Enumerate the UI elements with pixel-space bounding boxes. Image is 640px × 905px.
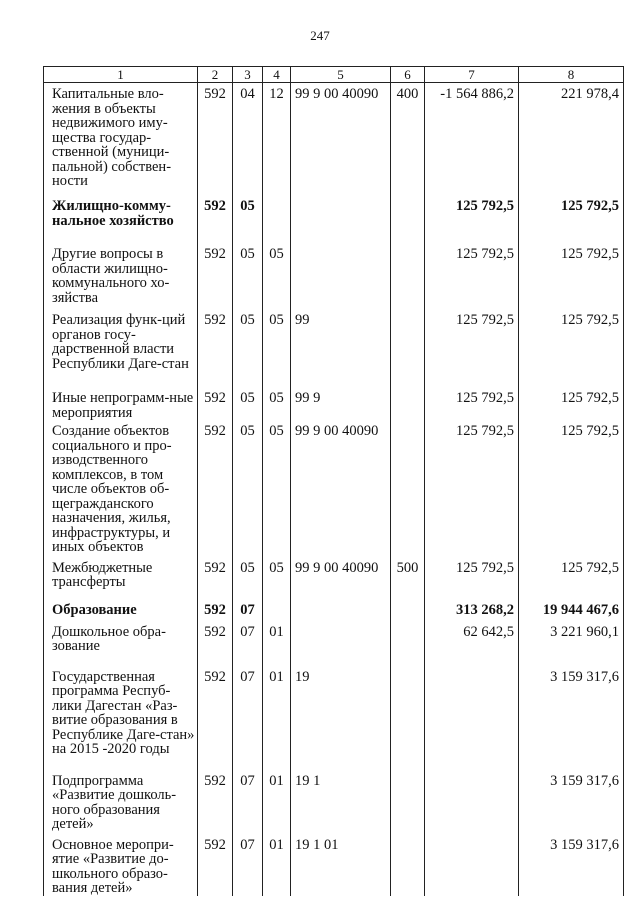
row-amount-1: 125 792,5 [425, 555, 519, 597]
row-target-article [291, 239, 391, 305]
row-section-code: 05 [233, 385, 263, 420]
row-amount-1: 125 792,5 [425, 305, 519, 385]
row-target-article: 19 1 01 [291, 832, 391, 896]
row-name: Образование [44, 597, 198, 621]
row-expense-type [391, 597, 425, 621]
row-subsection-code: 01 [263, 766, 291, 832]
row-subsection-code: 01 [263, 621, 291, 662]
row-section-code: 07 [233, 597, 263, 621]
row-expense-type: 400 [391, 83, 425, 194]
column-header-4: 4 [263, 67, 291, 83]
row-target-article: 99 9 [291, 385, 391, 420]
table-row [44, 239, 624, 305]
row-expense-type [391, 420, 425, 555]
table-row [44, 832, 624, 896]
row-expense-type [391, 662, 425, 766]
row-target-article: 99 9 00 40090 [291, 83, 391, 194]
row-amount-1 [425, 662, 519, 766]
row-subsection-code: 01 [263, 832, 291, 896]
row-amount-1: 125 792,5 [425, 239, 519, 305]
row-amount-2: 3 159 317,6 [519, 662, 624, 766]
row-target-article [291, 597, 391, 621]
row-amount-2: 125 792,5 [519, 420, 624, 555]
row-name: Реализация функ-ций органов госу-дарственной власти Республики Даге-стан [44, 305, 198, 385]
row-grbs-code: 592 [198, 193, 233, 239]
row-name: Дошкольное обра-зование [44, 621, 198, 662]
row-grbs-code: 592 [198, 239, 233, 305]
row-amount-2: 125 792,5 [519, 239, 624, 305]
row-name: Иные непрограмм-ные мероприятия [44, 385, 198, 420]
row-target-article: 99 [291, 305, 391, 385]
row-expense-type [391, 193, 425, 239]
row-name: Другие вопросы в области жилищно-коммунального хо-зяйства [44, 239, 198, 305]
row-amount-1: 62 642,5 [425, 621, 519, 662]
table-row [44, 597, 624, 621]
row-amount-1 [425, 766, 519, 832]
column-header-8: 8 [519, 67, 624, 83]
column-header-7: 7 [425, 67, 519, 83]
row-amount-2: 125 792,5 [519, 193, 624, 239]
row-grbs-code: 592 [198, 597, 233, 621]
row-name: Капитальные вло-жения в объекты недвижимого иму-щества государ-ственной (муници-пальной) собствен-ности [44, 83, 198, 194]
table-row [44, 305, 624, 385]
table-row [44, 83, 624, 194]
row-section-code: 05 [233, 193, 263, 239]
row-amount-2: 3 159 317,6 [519, 832, 624, 896]
row-section-code: 05 [233, 420, 263, 555]
row-name: Межбюджетные трансферты [44, 555, 198, 597]
column-header-6: 6 [391, 67, 425, 83]
table-row [44, 385, 624, 420]
row-expense-type [391, 766, 425, 832]
row-amount-1: 125 792,5 [425, 193, 519, 239]
row-expense-type: 500 [391, 555, 425, 597]
row-amount-1: 313 268,2 [425, 597, 519, 621]
table-row [44, 555, 624, 597]
row-name: Основное меропри-ятие «Развитие до-школьного образо-вания детей» [44, 832, 198, 896]
row-subsection-code: 05 [263, 305, 291, 385]
row-target-article: 99 9 00 40090 [291, 420, 391, 555]
row-section-code: 05 [233, 555, 263, 597]
table-body [44, 83, 624, 896]
row-subsection-code: 05 [263, 420, 291, 555]
row-target-article [291, 193, 391, 239]
table-row [44, 662, 624, 766]
row-amount-2: 125 792,5 [519, 305, 624, 385]
row-amount-1 [425, 832, 519, 896]
row-section-code: 07 [233, 832, 263, 896]
row-target-article: 19 [291, 662, 391, 766]
row-amount-2: 3 159 317,6 [519, 766, 624, 832]
row-grbs-code: 592 [198, 420, 233, 555]
row-expense-type [391, 239, 425, 305]
table-row [44, 193, 624, 239]
row-expense-type [391, 621, 425, 662]
row-grbs-code: 592 [198, 555, 233, 597]
row-target-article: 19 1 [291, 766, 391, 832]
row-amount-2: 221 978,4 [519, 83, 624, 194]
row-expense-type [391, 385, 425, 420]
row-target-article [291, 621, 391, 662]
row-amount-2: 125 792,5 [519, 555, 624, 597]
row-section-code: 04 [233, 83, 263, 194]
row-expense-type [391, 832, 425, 896]
row-name: Государственная программа Респуб-лики Дагестан «Раз-витие образования в Республике Даге-стан» на 2015 -2020 годы [44, 662, 198, 766]
row-subsection-code: 12 [263, 83, 291, 194]
column-header-5: 5 [291, 67, 391, 83]
row-subsection-code: 05 [263, 385, 291, 420]
budget-table [43, 66, 624, 896]
row-subsection-code: 01 [263, 662, 291, 766]
column-header-1: 1 [44, 67, 198, 83]
row-section-code: 07 [233, 621, 263, 662]
row-section-code: 07 [233, 662, 263, 766]
column-header-2: 2 [198, 67, 233, 83]
row-subsection-code: 05 [263, 555, 291, 597]
row-amount-2: 3 221 960,1 [519, 621, 624, 662]
row-amount-2: 125 792,5 [519, 385, 624, 420]
row-amount-1: 125 792,5 [425, 420, 519, 555]
row-grbs-code: 592 [198, 305, 233, 385]
column-header-3: 3 [233, 67, 263, 83]
row-name: Подпрограмма «Развитие дошколь-ного образования детей» [44, 766, 198, 832]
header-row [44, 67, 624, 83]
page-number: 247 [310, 28, 330, 43]
row-amount-1: -1 564 886,2 [425, 83, 519, 194]
row-subsection-code: 05 [263, 239, 291, 305]
row-expense-type [391, 305, 425, 385]
row-target-article: 99 9 00 40090 [291, 555, 391, 597]
row-grbs-code: 592 [198, 662, 233, 766]
row-name: Жилищно-комму-нальное хозяйство [44, 193, 198, 239]
table-row [44, 621, 624, 662]
row-grbs-code: 592 [198, 385, 233, 420]
row-section-code: 05 [233, 305, 263, 385]
row-section-code: 05 [233, 239, 263, 305]
row-grbs-code: 592 [198, 832, 233, 896]
row-grbs-code: 592 [198, 766, 233, 832]
row-amount-2: 19 944 467,6 [519, 597, 624, 621]
row-subsection-code [263, 597, 291, 621]
row-grbs-code: 592 [198, 83, 233, 194]
row-name: Создание объектов социального и про-изводственного комплексов, в том числе объектов об-щегражданского назначения, жилья, инфраструктуры, и иных объектов [44, 420, 198, 555]
row-grbs-code: 592 [198, 621, 233, 662]
row-subsection-code [263, 193, 291, 239]
row-section-code: 07 [233, 766, 263, 832]
row-amount-1: 125 792,5 [425, 385, 519, 420]
table-row [44, 766, 624, 832]
table-row [44, 420, 624, 555]
